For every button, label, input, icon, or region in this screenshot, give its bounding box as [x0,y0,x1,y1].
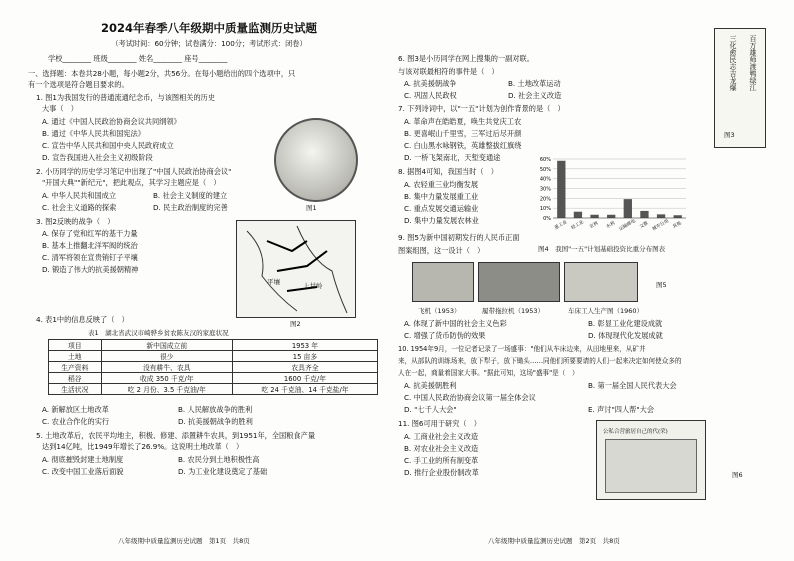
y-tick-label: 20% [539,196,551,203]
page-title: 2024年春季八年级期中质量监测历史试题 [100,21,317,35]
q6-option-d[interactable]: D. 社会主义改造 [508,91,562,100]
section-heading-2: 有一个选项是符合题目要求的。 [28,80,129,89]
q7-option-d[interactable]: D. 一桥飞架南北，天堑变通途 [404,153,501,162]
bar [574,212,582,218]
x-tick-label: 城市公用 [651,218,670,233]
map-label-shangganling: 上甘岭 [303,282,323,290]
table-cell: 农具齐全 [232,362,377,373]
q6-option-c[interactable]: C. 巩固人民政权 [404,91,457,100]
right-column [398,0,770,561]
figure-5-caption: 图5 [656,281,667,289]
x-tick-label: 运输邮电 [618,218,637,233]
question-3: 3. 图2反映的战争（ ） [36,217,115,226]
family-status-table [48,339,378,395]
q10-option-a[interactable]: A. 抗美援朝胜利 [404,381,457,390]
banknote-tractor [478,262,560,302]
map-drawing [237,221,355,317]
q6-option-b[interactable]: B. 土地改革运动 [508,79,561,88]
table-row [49,373,378,384]
table-cell: 土地 [49,351,102,362]
table-row [49,351,378,362]
q10-option-d[interactable]: D. "七千人大会" [404,405,457,414]
x-tick-label: 水利 [605,221,617,230]
question-7: 7. 下列诗词中，以"一五"计划为创作背景的是（ ） [398,104,565,113]
question-10-line3: 人在一起，商量着国家大事。"据此可知，这场"盛事"是（ ） [398,369,579,377]
banknote-strip [412,262,638,302]
q11-option-c[interactable]: C. 手工业的所有制变革 [404,456,479,465]
couplet-left: 三化愈民志吉龙爆 [729,35,737,91]
y-tick-label: 60% [539,157,551,163]
table-cell: 生产资料 [49,362,102,373]
q11-option-a[interactable]: A. 工商业社会主义改造 [404,432,479,441]
y-tick-label: 0% [543,216,551,222]
q1-option-a[interactable]: A. 通过《中国人民政治协商会议共同纲领》 [42,117,181,126]
q3-option-b[interactable]: B. 基本上推翻北洋军阀的统治 [42,241,138,250]
question-2: 2. 小历同学的历史学习笔记中出现了"中国人民政治协商会议" [36,167,232,176]
investment-bar-chart [535,155,690,240]
q6-option-a[interactable]: A. 抗美援朝战争 [404,79,457,88]
q8-option-c[interactable]: C. 重点发展交通运输业 [404,204,479,213]
table-cell: 稻谷 [49,373,102,384]
q9-option-d[interactable]: D. 体现现代化发展成就 [588,331,663,340]
table-1-caption: 表1 湖北省武汉市崎骅乡贫农陈友汉的家庭状况 [88,329,229,337]
q3-option-a[interactable]: A. 保存了党和红军的基干力量 [42,229,138,238]
banknote-airplane [412,262,474,302]
question-6-tail: 与该对联最相符的事件是（ ） [398,67,499,76]
bar [607,215,615,218]
q1-option-b[interactable]: B. 通过《中华人民共和国宪法》 [42,129,145,138]
banknote-label-2: 履带拖拉机（1953） [482,307,545,315]
question-1-tail: 大事（ ） [42,104,78,113]
x-tick-label: 文教 [639,221,650,230]
q3-option-d[interactable]: D. 锻造了伟大的抗美援朝精神 [42,265,139,274]
q5-option-a[interactable]: A. 彻底摧毁封建土地制度 [42,455,124,464]
q7-option-c[interactable]: C. 白山黑水咏钢铁，英雄整拔红旗绕 [404,141,522,150]
question-9-tail: 图案组图，这一设计（ ） [398,246,485,255]
table-row [49,384,378,395]
question-1: 1. 图1为我国发行的普通流通纪念币，与该图相关的历史 [36,93,216,102]
q9-option-a[interactable]: A. 体现了新中国的社会主义色彩 [404,319,507,328]
x-tick-label: 轻工业 [570,220,585,232]
question-11: 11. 图6可用于研究（ ） [398,419,481,428]
q10-option-c[interactable]: C. 中国人民政治协商会议第一届全体会议 [404,393,536,402]
y-tick-label: 30% [539,186,551,193]
question-4: 4. 表1中的信息反映了（ ） [36,315,129,324]
bar [674,215,682,218]
question-8: 8. 据图4可知，我国当时（ ） [398,167,498,176]
page-footer-right: 八年级期中质量监测历史试题 第2页 共8页 [488,537,620,545]
q10-option-e[interactable]: E. 声讨"四人帮"大会 [588,405,655,414]
student-info-line: 学校________ 班级________ 姓名________ 座号________ [48,54,228,63]
bar [640,211,648,218]
korean-war-map [236,220,356,318]
section-heading: 一、选择题：本卷共28小题，每小题2分，共56分。在每小题给出的四个选项中，只 [28,69,296,78]
q1-option-d[interactable]: D. 宣告我国进入社会主义初级阶段 [42,153,153,162]
question-9: 9. 图5为新中国初期发行的人民币正面 [398,233,520,242]
x-tick-label: 重工业 [553,220,569,232]
couplet-image [714,28,766,148]
table-cell: 1600 千克/年 [232,373,377,384]
left-column [28,0,390,561]
question-10: 10. 1954年9月，一位记者记录了一场盛事："他们从车床边来，从田地里来，从矿井 [398,345,646,353]
q4-option-a[interactable]: A. 新解放区土地改革 [42,405,109,414]
table-header: 新中国成立前 [101,340,232,351]
q7-option-b[interactable]: B. 更喜岷山千里雪，三军过后尽开颜 [404,129,522,138]
table-cell: 吃 2 月份、3.5 千克油/年 [101,384,232,395]
q2-option-c[interactable]: C. 社会主义道路的探索 [42,203,117,212]
table-header: 项目 [49,340,102,351]
q2-option-d[interactable]: D. 民主政治制度的完善 [153,203,228,212]
question-2-tail: "开国大典""新纪元"，把此观点，其学习主题应是（ ） [42,178,221,187]
figure-2-caption: 图2 [290,320,301,328]
exam-subtitle: （考试时间：60分钟；试卷满分：100分；考试形式：闭卷） [111,39,307,48]
table-cell: 生活状况 [49,384,102,395]
page-footer-left: 八年级期中质量监测历史试题 第1页 共8页 [118,537,250,545]
table-header-row [49,340,378,351]
question-6: 6. 图3是小历同学在网上搜集的一副对联。 [398,54,534,63]
certificate-body [605,439,697,493]
question-5-tail: 达到14亿吨，比1949年增长了26.9%。这说明土地改革（ ） [42,442,244,451]
q9-option-b[interactable]: B. 彰显工业化建设成就 [588,319,663,328]
q8-option-b[interactable]: B. 集中力量发展重工业 [404,192,479,201]
commemorative-coin-image [274,118,358,202]
bar [557,161,565,218]
q11-option-b[interactable]: B. 对农业社会主义改造 [404,444,479,453]
q5-option-b[interactable]: B. 农民分到土地积极性高 [178,455,260,464]
x-tick-label: 其他 [672,221,683,230]
q8-option-d[interactable]: D. 集中力量发展农林业 [404,216,479,225]
figure-3-caption: 图3 [724,131,735,139]
banknote-label-1: 飞机（1953） [418,307,461,315]
q11-option-d[interactable]: D. 推行企业股份制改革 [404,468,479,477]
bar [590,215,598,218]
figure-6-caption: 图6 [732,471,743,479]
q3-option-c[interactable]: C. 清军将领在宣贵销钉子平壤 [42,253,138,262]
table-row [49,362,378,373]
banknote-label-3: 车床工人生产图（1960） [568,307,644,315]
table-cell: 15 亩多 [232,351,377,362]
table-cell: 没有耕牛、农具 [101,362,232,373]
q4-option-d[interactable]: D. 抗美援朝战争的胜利 [178,417,253,426]
bar [624,199,632,218]
table-header: 1953 年 [232,340,377,351]
x-tick-label: 农林 [589,221,600,230]
y-tick-label: 50% [539,166,551,173]
banknote-lathe [564,262,638,302]
q10-option-b[interactable]: B. 第一届全国人民代表大会 [588,381,677,390]
q5-option-d[interactable]: D. 为工业化建设奠定了基础 [178,467,268,476]
map-label-pyongyang: 平壤 [267,278,280,286]
q2-option-a[interactable]: A. 中华人民共和国成立 [42,191,117,200]
q4-option-b[interactable]: B. 人民解放战争的胜利 [178,405,253,414]
table-cell: 很少 [101,351,232,362]
table-cell: 收成 350 千克/年 [101,373,232,384]
certificate-label: 公私合营旅居自己的代(荣) [603,429,668,435]
q8-option-a[interactable]: A. 农轻重三业均衡发展 [404,180,479,189]
q9-option-c[interactable]: C. 增强了货币防伪的效果 [404,331,486,340]
q1-option-c[interactable]: C. 宣告中华人民共和国中央人民政府成立 [42,141,174,150]
table-cell: 吃 24 千克油、14 千克盐/年 [232,384,377,395]
bar [657,214,665,218]
q4-option-c[interactable]: C. 农业合作化的实行 [42,417,110,426]
joint-venture-certificate-image [596,420,706,500]
figure-4-caption: 图4 我国"一五"计划基础投资比重分布图表 [538,245,666,253]
question-10-line2: 来，从部队的训练场来，放下犁子，放下锄头……同他们所要要请的人们一起来决定如何使众多的 [398,357,682,365]
question-5: 5. 土地改革后，农民平均地主，积极、修建、添置耕牛农具，到1951年，全国粮食产量 [36,431,316,440]
q2-option-b[interactable]: B. 社会主义制度的建立 [153,191,228,200]
y-tick-label: 40% [539,176,551,183]
y-tick-label: 10% [539,206,551,213]
figure-1-caption: 图1 [306,204,317,212]
couplet-right: 百万雄师渡鸭绿江 [749,35,757,91]
q5-option-c[interactable]: C. 改变中国工业落后面貌 [42,467,124,476]
q7-option-a[interactable]: A. 革命声在皓皓夏，唤生共党庆工农 [404,117,522,126]
